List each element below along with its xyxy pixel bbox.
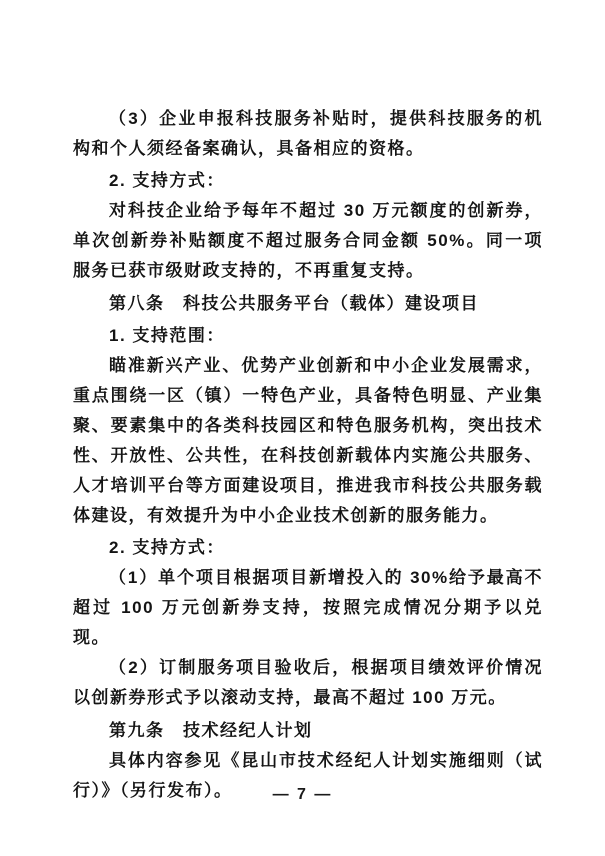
paragraph: 第八条 科技公共服务平台（载体）建设项目 — [109, 294, 479, 313]
paragraph: （3）企业申报科技服务补贴时，提供科技服务的机构和个人须经备案确认，具备相应的资格。 — [73, 109, 543, 158]
paragraph: 具体内容参见《昆山市技术经纪人计划实施细则（试行）》（另行发布）。 — [73, 751, 543, 800]
document-text-block — [73, 104, 543, 806]
page-number: — 7 — — [272, 786, 333, 803]
paragraph: 2. 支持方式： — [109, 538, 225, 557]
paragraph: 瞄准新兴产业、优势产业创新和中小企业发展需求，重点围绕一区（镇）一特色产业，具备特色明显、产业集聚、要素集中的各类科技园区和特色服务机构，突出技术性、开放性、公共性，在科技创新载体内实施公共服务、人才培训平台等方面建设项目，推进我市科技公共服务载体建设，有效提升为中小企业技术创新的服务能力。 — [73, 356, 543, 525]
paragraph: 1. 支持范围： — [109, 326, 225, 345]
paragraph: 对科技企业给予每年不超过 30 万元额度的创新券，单次创新券补贴额度不超过服务合同金额 50%。同一项服务已获市级财政支持的，不再重复支持。 — [73, 201, 543, 280]
paragraph: 第九条 技术经纪人计划 — [109, 721, 313, 740]
paragraph: （2）订制服务项目验收后，根据项目绩效评价情况以创新券形式予以滚动支持，最高不超过 100 万元。 — [73, 658, 543, 707]
paragraph: 2. 支持方式： — [109, 171, 225, 190]
paragraph: （1）单个项目根据项目新增投入的 30%给予最高不超过 100 万元创新券支持，按照完成情况分期予以兑现。 — [73, 568, 543, 647]
